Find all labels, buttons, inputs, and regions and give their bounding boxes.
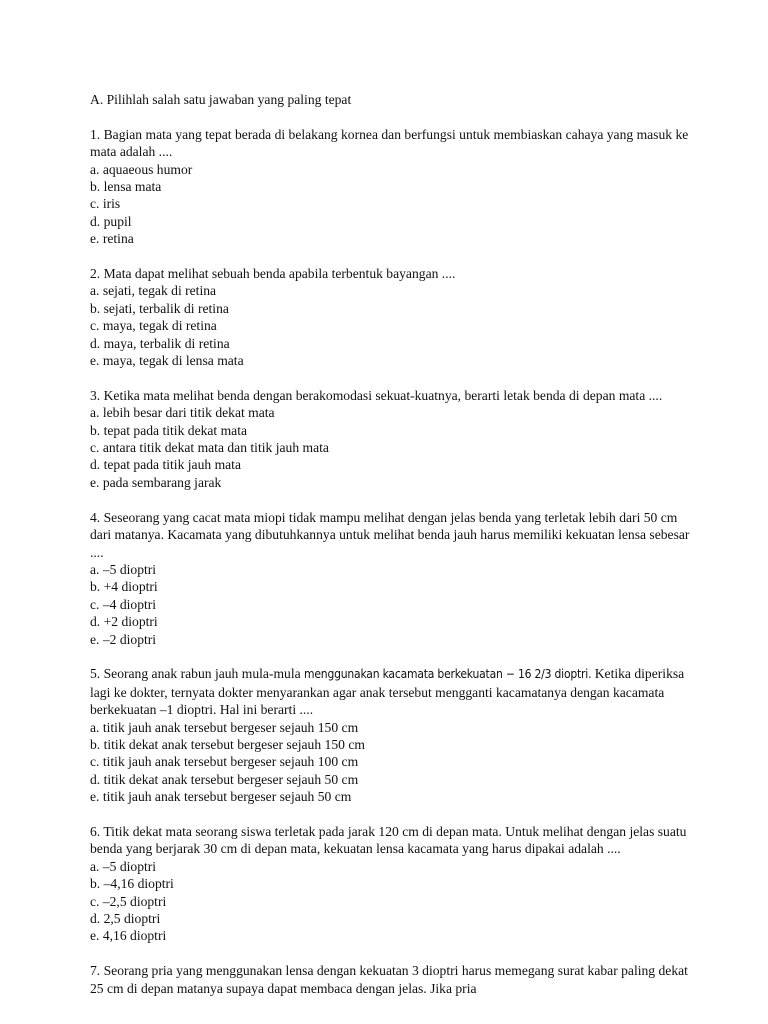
answer-option-b: b. tepat pada titik dekat mata bbox=[90, 422, 248, 438]
question-text: 4. Seseorang yang cacat mata miopi tidak mampu melihat dengan jelas benda yang terletak lebih dari 50 cm dari matanya. Kacamata yang dibutuhkannya untuk melihat benda jauh harus memiliki kekuatan lensa sebesar .... bbox=[90, 509, 690, 560]
answer-option-d: d. titik dekat anak tersebut bergeser sejauh 50 cm bbox=[90, 771, 359, 787]
answer-option-b: b. –4,16 dioptri bbox=[90, 876, 174, 892]
answer-option-a: a. lebih besar dari titik dekat mata bbox=[90, 405, 275, 421]
question-text: 3. Ketika mata melihat benda dengan berakomodasi sekuat-kuatnya, berarti letak benda di depan mata .... bbox=[90, 387, 663, 403]
answer-option-e: e. –2 dioptri bbox=[90, 631, 157, 647]
answer-option-c: c. antara titik dekat mata dan titik jauh mata bbox=[90, 440, 329, 456]
question-text bbox=[90, 665, 690, 718]
question-text-end: Ketika diperiksa lagi ke dokter, ternyata dokter menyarankan agar anak tersebut mengganti kacamatanya dengan kacamata berkekuatan –1 dioptri. Hal ini berarti .... bbox=[90, 666, 685, 718]
question-3 bbox=[90, 387, 690, 491]
answer-option-e: e. retina bbox=[90, 231, 134, 247]
answer-option-c: c. maya, tegak di retina bbox=[90, 318, 217, 334]
answer-option-d: d. pupil bbox=[90, 213, 132, 229]
formula-text: menggunakan kacamata berkekuatan − 16 2/3 dioptri. bbox=[304, 667, 592, 682]
question-text: 1. Bagian mata yang tepat berada di belakang kornea dan berfungsi untuk membiaskan cahaya yang masuk ke mata adalah .... bbox=[90, 126, 689, 160]
answer-option-a: a. –5 dioptri bbox=[90, 561, 157, 577]
answer-option-d: d. +2 dioptri bbox=[90, 614, 158, 630]
answer-option-e: e. titik jauh anak tersebut bergeser sejauh 50 cm bbox=[90, 789, 352, 805]
question-text-start: 5. Seorang anak rabun jauh mula-mula bbox=[90, 666, 305, 682]
answer-option-e: e. maya, tegak di lensa mata bbox=[90, 353, 244, 369]
document-page bbox=[90, 91, 690, 1014]
answer-option-b: b. lensa mata bbox=[90, 179, 162, 195]
question-text: 7. Seorang pria yang menggunakan lensa dengan kekuatan 3 dioptri harus memegang surat kabar paling dekat 25 cm di depan matanya supaya dapat membaca dengan jelas. Jika pria bbox=[90, 963, 688, 996]
answer-option-e: e. 4,16 dioptri bbox=[90, 928, 167, 944]
question-4 bbox=[90, 509, 690, 648]
answer-option-a: a. titik jauh anak tersebut bergeser sejauh 150 cm bbox=[90, 719, 359, 735]
answer-option-e: e. pada sembarang jarak bbox=[90, 474, 222, 490]
answer-option-d: d. 2,5 dioptri bbox=[90, 911, 161, 926]
question-text: 6. Titik dekat mata seorang siswa terletak pada jarak 120 cm di depan mata. Untuk melihat dengan jelas suatu benda yang berjarak 30 cm di depan mata, kekuatan lensa kacamata yang harus dipakai adalah .... bbox=[90, 823, 687, 857]
answer-option-b: b. sejati, terbalik di retina bbox=[90, 300, 229, 316]
answer-option-a: a. sejati, tegak di retina bbox=[90, 283, 217, 299]
answer-option-c: c. iris bbox=[90, 196, 121, 212]
question-7 bbox=[90, 962, 690, 997]
question-6 bbox=[90, 823, 690, 945]
question-2 bbox=[90, 265, 690, 369]
answer-option-d: d. maya, terbalik di retina bbox=[90, 335, 230, 351]
answer-option-a: a. aquaeous humor bbox=[90, 161, 193, 177]
answer-option-a: a. –5 dioptri bbox=[90, 858, 157, 874]
answer-option-b: b. +4 dioptri bbox=[90, 579, 158, 595]
question-1 bbox=[90, 126, 690, 248]
answer-option-b: b. titik dekat anak tersebut bergeser sejauh 150 cm bbox=[90, 736, 365, 752]
section-heading: A. Pilihlah salah satu jawaban yang paling tepat bbox=[90, 92, 352, 107]
question-5 bbox=[90, 665, 690, 805]
answer-option-c: c. –4 dioptri bbox=[90, 596, 157, 612]
answer-option-c: c. titik jauh anak tersebut bergeser sejauh 100 cm bbox=[90, 754, 359, 770]
question-text: 2. Mata dapat melihat sebuah benda apabila terbentuk bayangan .... bbox=[90, 266, 456, 282]
answer-option-c: c. –2,5 dioptri bbox=[90, 893, 167, 909]
answer-option-d: d. tepat pada titik jauh mata bbox=[90, 457, 241, 473]
